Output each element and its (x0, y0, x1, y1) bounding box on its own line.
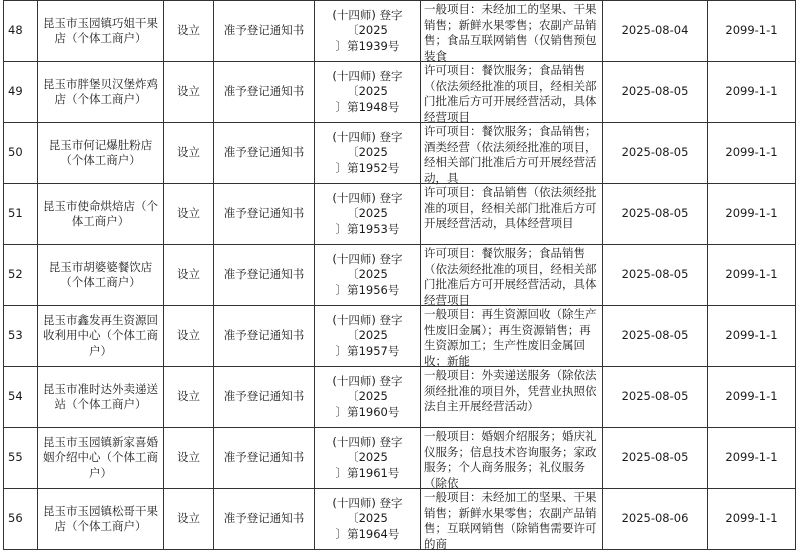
business-name: 昆玉市胡婆婆餐饮店（个体工商户） (38, 245, 164, 306)
business-scope (421, 62, 603, 123)
business-scope-text: 许可项目：餐饮服务；食品销售（依法须经批准的项目，经相关部门批准后方可开展经营活动，具体经营项目 (424, 63, 597, 124)
registration-type: 设立 (164, 62, 214, 123)
registration-type: 设立 (164, 367, 214, 428)
document-type: 准予登记通知书 (214, 62, 315, 123)
document-number (315, 428, 421, 489)
document-number (315, 367, 421, 428)
row-number: 48 (4, 1, 38, 62)
registration-type: 设立 (164, 1, 214, 62)
business-name: 昆玉市玉园镇松哥干果店（个体工商户） (38, 489, 164, 550)
document-number (315, 489, 421, 550)
validity-end-date: 2099-1-1 (708, 306, 796, 367)
decision-date: 2025-08-06 (603, 489, 708, 550)
registration-type: 设立 (164, 123, 214, 184)
document-type: 准予登记通知书 (214, 306, 315, 367)
decision-date: 2025-08-04 (603, 1, 708, 62)
decision-date: 2025-08-05 (603, 62, 708, 123)
validity-end-date: 2099-1-1 (708, 62, 796, 123)
registration-type: 设立 (164, 489, 214, 550)
business-scope-text: 一般项目：外卖递送服务（除依法须经批准的项目外，凭营业执照依法自主开展经营活动） (424, 368, 597, 413)
decision-date: 2025-08-05 (603, 428, 708, 489)
business-scope-text: 许可项目：食品销售（依法须经批准的项目，经相关部门批准后方可开展经营活动，具体经营项目 (424, 185, 597, 230)
document-number (315, 62, 421, 123)
document-type: 准予登记通知书 (214, 428, 315, 489)
row-number: 50 (4, 123, 38, 184)
registration-type: 设立 (164, 306, 214, 367)
document-type: 准予登记通知书 (214, 123, 315, 184)
validity-end-date: 2099-1-1 (708, 1, 796, 62)
document-number (315, 245, 421, 306)
decision-date: 2025-08-05 (603, 306, 708, 367)
document-number-line2: 〕第1960号 (335, 404, 400, 419)
business-scope-text: 一般项目：婚姻介绍服务；婚庆礼仪服务；信息技术咨询服务；家政服务；个人商务服务；礼仪服务（除依 (424, 429, 597, 490)
document-number (315, 1, 421, 62)
document-number-line1: (十四师) 登字〔2025 (332, 495, 403, 526)
document-number (315, 184, 421, 245)
registration-table (3, 0, 796, 550)
business-scope-text: 一般项目：未经加工的坚果、干果销售；新鲜水果零售；农副产品销售；食品互联网销售（仅销售预包装食 (424, 2, 597, 63)
validity-end-date: 2099-1-1 (708, 428, 796, 489)
registration-type: 设立 (164, 428, 214, 489)
table-row (4, 1, 796, 62)
document-number-line2: 〕第1964号 (335, 526, 400, 541)
table-row (4, 489, 796, 550)
registration-type: 设立 (164, 184, 214, 245)
table-body (4, 1, 796, 550)
document-number-line2: 〕第1939号 (335, 38, 400, 53)
row-number: 52 (4, 245, 38, 306)
business-scope (421, 1, 603, 62)
document-number-line2: 〕第1961号 (335, 465, 400, 480)
document-type: 准予登记通知书 (214, 245, 315, 306)
table-row (4, 184, 796, 245)
business-scope (421, 123, 603, 184)
business-scope (421, 428, 603, 489)
registration-type: 设立 (164, 245, 214, 306)
business-scope-text: 一般项目：再生资源回收（除生产性废旧金属）；再生资源销售；再生资源加工；生产性废旧金属回收；新能 (424, 307, 597, 368)
row-number: 56 (4, 489, 38, 550)
row-number: 51 (4, 184, 38, 245)
table-row (4, 306, 796, 367)
document-number-line2: 〕第1952号 (335, 160, 400, 175)
validity-end-date: 2099-1-1 (708, 367, 796, 428)
table-row (4, 123, 796, 184)
business-scope (421, 367, 603, 428)
business-name: 昆玉市准时达外卖递送站（个体工商户） (38, 367, 164, 428)
document-number-line1: (十四师) 登字〔2025 (332, 68, 403, 99)
document-type: 准予登记通知书 (214, 1, 315, 62)
document-number-line1: (十四师) 登字〔2025 (332, 7, 403, 38)
validity-end-date: 2099-1-1 (708, 489, 796, 550)
document-number-line2: 〕第1953号 (335, 221, 400, 236)
business-name: 昆玉市鑫发再生资源回收利用中心（个体工商户） (38, 306, 164, 367)
decision-date: 2025-08-05 (603, 367, 708, 428)
business-name: 昆玉市使命烘焙店（个体工商户） (38, 184, 164, 245)
document-type: 准予登记通知书 (214, 184, 315, 245)
business-name: 昆玉市玉园镇新家喜婚姻介绍中心（个体工商户） (38, 428, 164, 489)
document-number-line2: 〕第1948号 (335, 99, 400, 114)
business-name: 昆玉市胖堡贝汉堡炸鸡店（个体工商户） (38, 62, 164, 123)
document-number-line1: (十四师) 登字〔2025 (332, 251, 403, 282)
business-scope (421, 489, 603, 550)
decision-date: 2025-08-05 (603, 184, 708, 245)
business-scope (421, 245, 603, 306)
validity-end-date: 2099-1-1 (708, 123, 796, 184)
document-number-line1: (十四师) 登字〔2025 (332, 373, 403, 404)
row-number: 55 (4, 428, 38, 489)
document-number (315, 306, 421, 367)
document-number-line2: 〕第1956号 (335, 282, 400, 297)
document-number-line1: (十四师) 登字〔2025 (332, 129, 403, 160)
business-scope (421, 184, 603, 245)
row-number: 53 (4, 306, 38, 367)
validity-end-date: 2099-1-1 (708, 184, 796, 245)
document-number (315, 123, 421, 184)
document-type: 准予登记通知书 (214, 489, 315, 550)
row-number: 49 (4, 62, 38, 123)
row-number: 54 (4, 367, 38, 428)
business-name: 昆玉市玉园镇巧姐干果店（个体工商户） (38, 1, 164, 62)
business-scope-text: 一般项目：未经加工的坚果、干果销售；新鲜水果零售；农副产品销售；互联网销售（除销售需要许可的商 (424, 490, 597, 551)
decision-date: 2025-08-05 (603, 123, 708, 184)
business-name: 昆玉市何记爆肚粉店（个体工商户） (38, 123, 164, 184)
validity-end-date: 2099-1-1 (708, 245, 796, 306)
document-number-line1: (十四师) 登字〔2025 (332, 312, 403, 343)
business-scope-text: 许可项目：餐饮服务；食品销售（依法须经批准的项目，经相关部门批准后方可开展经营活动，具体经营项目 (424, 246, 597, 307)
document-type: 准予登记通知书 (214, 367, 315, 428)
table-row (4, 245, 796, 306)
decision-date: 2025-08-05 (603, 245, 708, 306)
business-scope-text: 许可项目：餐饮服务；食品销售；酒类经营（依法须经批准的项目，经相关部门批准后方可开展经营活动，具 (424, 124, 597, 185)
table-row (4, 428, 796, 489)
document-number-line2: 〕第1957号 (335, 343, 400, 358)
business-scope (421, 306, 603, 367)
table-row (4, 367, 796, 428)
table-row (4, 62, 796, 123)
document-number-line1: (十四师) 登字〔2025 (332, 190, 403, 221)
document-number-line1: (十四师) 登字〔2025 (332, 434, 403, 465)
